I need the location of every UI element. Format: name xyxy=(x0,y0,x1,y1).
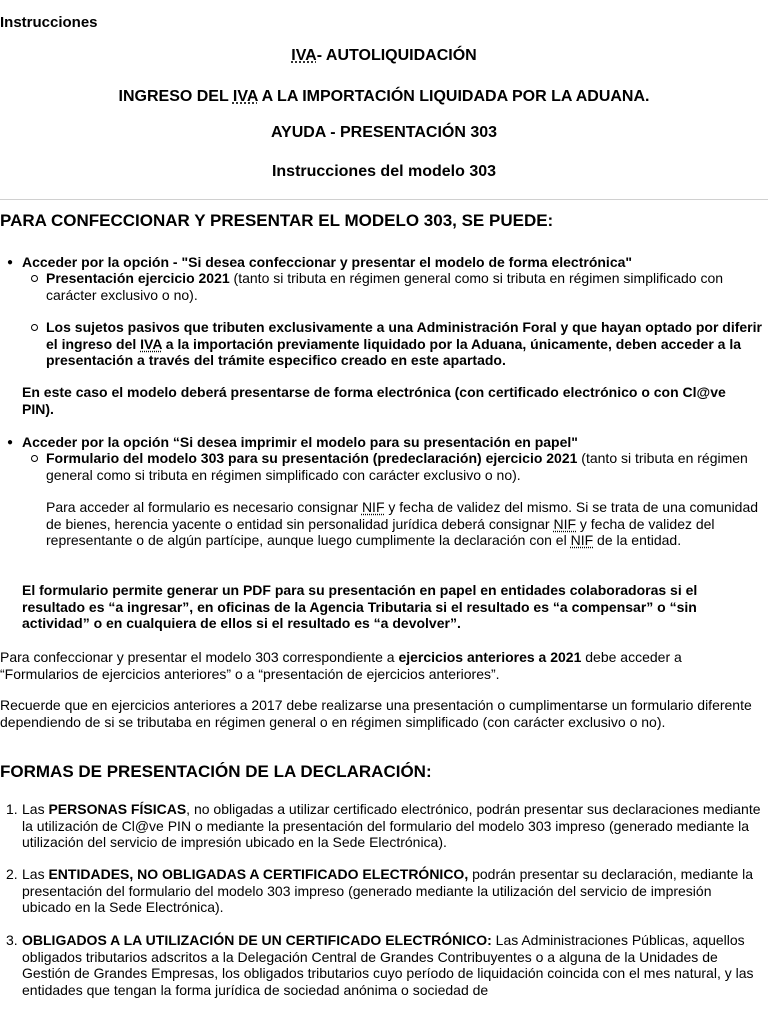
paragraph-acceso-formulario xyxy=(46,499,760,549)
circle-bullet-icon xyxy=(31,324,38,331)
abbr-iva[interactable]: IVA xyxy=(140,335,162,352)
list-number: 2. xyxy=(6,866,18,882)
list-item-text: Las Administraciones Públicas, aquellos obligados tributarios adscritos a la Delegación Central de Grandes Contribuyentes o a alguna de la Unidades de Gestión de Grandes Empresas, los obligados tributarios cuyo período de liquidación coincida con el mes natural, y las entidades que tengan la forma jurídica de sociedad anónima o sociedad de xyxy=(22,932,754,998)
ejercicios-anteriores-strong: ejercicios anteriores a 2021 xyxy=(398,649,582,665)
sub-item-formulario-303-text: (tanto si tributa en régimen general como si tributa en régimen simplificado con carácter exclusivo o no). xyxy=(46,450,748,483)
list-item-obligados-certificado xyxy=(22,932,768,998)
circle-bullet-icon xyxy=(31,275,38,282)
list-number: 1. xyxy=(6,801,18,817)
bullet-dot-icon: ● xyxy=(7,437,14,448)
paragraph-recuerde: Recuerde que en ejercicios anteriores a 2017 debe realizarse una presentación o cumplimentarse un formulario diferente dependiendo de si se tributaba en régimen general o en régimen simplificado (con carácter exclusivo o no). xyxy=(0,697,752,730)
list-item-strong: PERSONAS FÍSICAS xyxy=(48,801,187,817)
note-forma-electronica: En este caso el modelo deberá presentarse de forma electrónica (con certificado electrónico o con Cl@ve PIN). xyxy=(22,384,726,417)
sub-item-presentacion-2021-text: (tanto si tributa en régimen general como si tributa en régimen simplificado con carácter exclusivo o no). xyxy=(46,270,724,303)
abbr-nif[interactable]: NIF xyxy=(553,515,577,532)
bullet-electronica: Acceder por la opción - "Si desea confeccionar y presentar el modelo de forma electrónica" xyxy=(22,254,633,270)
link-sujetos-pasivos-foral[interactable] xyxy=(46,319,762,368)
list-item-pre: Las xyxy=(22,801,49,817)
paragraph-acceso-d: de la entidad. xyxy=(593,532,682,548)
abbr-nif[interactable]: NIF xyxy=(570,532,594,548)
title-line-2-b: A LA IMPORTACIÓN LIQUIDADA POR LA ADUANA. xyxy=(257,88,650,105)
list-item-text: , no obligadas a utilizar certificado electrónico, podrán presentar sus declaraciones mediante la utilización de Cl@ve PIN o mediante la presentación del formulario del modelo 303 impreso (generado mediante la utilización del servicio de impresión ubicado en la Sede Electrónica). xyxy=(22,801,761,850)
paragraph-ejercicios-b: debe acceder a “Formularios de ejercicios anteriores” o a “presentación de ejercicios anteriores”. xyxy=(0,649,682,682)
paragraph-acceso-b: y fecha de validez del mismo. Si se trata de una comunidad de bienes, herencia yacente o entidad sin personalidad jurídica deberá consignar xyxy=(46,499,759,532)
list-item-strong: OBLIGADOS A LA UTILIZACIÓN DE UN CERTIFICADO ELECTRÓNICO: xyxy=(22,932,492,948)
list-item-text: podrán presentar su declaración, mediante la presentación del formulario del modelo 303 impreso (generado mediante la utilización del servicio de impresión ubicado en la Sede Electrónica). xyxy=(22,866,754,915)
paragraph-ejercicios-anteriores xyxy=(0,649,760,682)
sub-item-sujetos-pasivos-a: Los sujetos pasivos que tributen exclusivamente a una Administración Foral y que hayan optado por diferir el ingreso del xyxy=(46,319,762,352)
link-formulario-modelo-303[interactable]: Formulario del modelo 303 para su presentación (predeclaración) ejercicio 2021 xyxy=(46,450,578,466)
abbr-iva[interactable]: IVA xyxy=(291,47,317,64)
paragraph-ejercicios-a: Para confeccionar y presentar el modelo 303 correspondiente a xyxy=(0,649,399,665)
list-number: 3. xyxy=(6,932,18,948)
note-formulario-pdf: El formulario permite generar un PDF para su presentación en papel en entidades colaboradoras si el resultado es “a ingresar”, en oficinas de la Agencia Tributaria si el resultado es “a compensar” o “sin actividad” o en cualquiera de ellos si el resultado es “a devolver”. xyxy=(22,582,698,631)
abbr-nif[interactable]: NIF xyxy=(361,499,385,515)
divider xyxy=(0,199,768,200)
sub-item-sujetos-pasivos xyxy=(46,319,766,369)
list-item-personas-fisicas xyxy=(22,801,762,851)
sub-item-sujetos-pasivos-b: a la importación previamente liquidado por la Aduana, únicamente, deben acceder a la presentación a través del trámite especifico creado en este apartado. xyxy=(46,335,742,368)
section-heading-formas: FORMAS DE PRESENTACIÓN DE LA DECLARACIÓN: xyxy=(0,762,432,781)
list-item-pre: Las xyxy=(22,866,49,882)
abbr-iva[interactable]: IVA xyxy=(232,88,258,105)
title-line-4: Instrucciones del modelo 303 xyxy=(271,163,497,180)
title-line-3: AYUDA - PRESENTACIÓN 303 xyxy=(270,124,498,141)
paragraph-acceso-a: Para acceder al formulario es necesario consignar xyxy=(46,499,362,515)
title-line-2-a: INGRESO DEL xyxy=(118,88,233,105)
title-line-1-text: - AUTOLIQUIDACIÓN xyxy=(316,47,477,64)
list-item-entidades xyxy=(22,866,762,916)
title-line-2 xyxy=(0,89,768,106)
title-line-1 xyxy=(0,48,768,65)
bullet-papel: Acceder por la opción “Si desea imprimir el modelo para su presentación en papel" xyxy=(22,434,578,450)
paragraph-acceso-c: y fecha de validez del representante o de algún partícipe, aunque luego cumplimente la declaración con el xyxy=(46,515,715,548)
circle-bullet-icon xyxy=(31,455,38,462)
sub-item-presentacion-2021 xyxy=(46,270,758,303)
bullet-dot-icon: ● xyxy=(7,257,14,268)
link-presentacion-ejercicio-2021[interactable]: Presentación ejercicio 2021 xyxy=(46,270,230,286)
sub-item-formulario-303 xyxy=(46,450,758,483)
document-label: Instrucciones xyxy=(0,14,98,31)
section-heading-confeccionar: PARA CONFECCIONAR Y PRESENTAR EL MODELO 303, SE PUEDE: xyxy=(0,211,554,230)
list-item-strong: ENTIDADES, NO OBLIGADAS A CERTIFICADO ELECTRÓNICO, xyxy=(48,866,469,882)
